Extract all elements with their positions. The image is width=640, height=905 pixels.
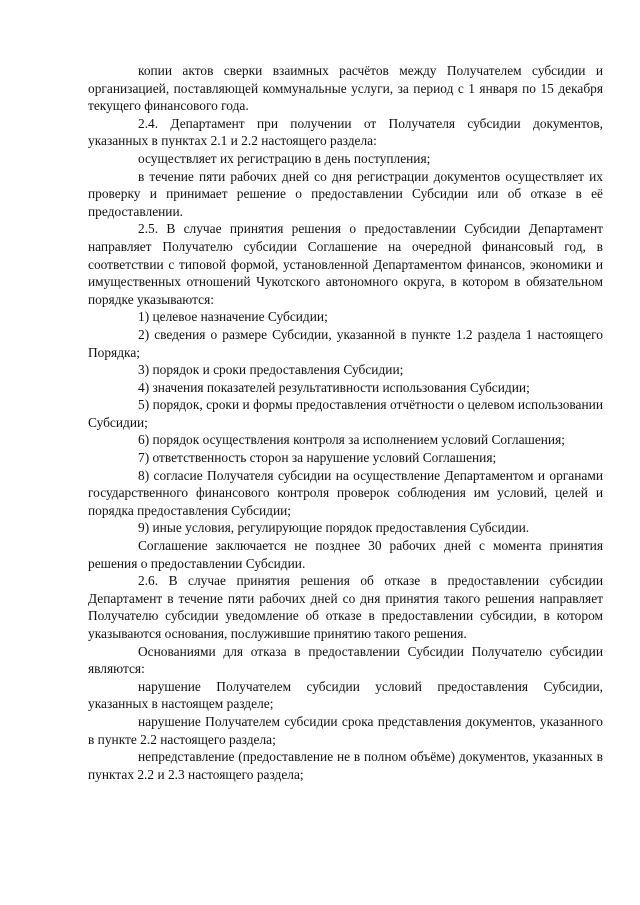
list-item-6: 6) порядок осуществления контроля за исполнением условий Соглашения; <box>138 432 565 448</box>
refusal-ground-documents: непредставление (предоставление не в полном объёме) документов, указанных в пунктах 2.2 и 2.3 настоящего раздела; <box>88 749 603 782</box>
list-item-5: 5) порядок, сроки и формы предоставления отчётности о целевом использовании Субсидии; <box>88 397 603 430</box>
paragraph-reconciliation-acts: копии актов сверки взаимных расчётов между Получателем субсидии и организацией, поставляющей коммунальные услуги, за период с 1 января по 15 декабря текущего финансового года. <box>88 63 603 114</box>
refusal-ground-conditions: нарушение Получателем субсидии условий предоставления Субсидии, указанных в настоящем разделе; <box>88 678 603 712</box>
document-page <box>88 62 603 783</box>
list-item-9: 9) иные условия, регулирующие порядок предоставления Субсидии. <box>138 520 530 536</box>
refusal-ground-deadline: нарушение Получателем субсидии срока представления документов, указанного в пункте 2.2 настоящего раздела; <box>88 713 603 747</box>
list-item-2: 2) сведения о размере Субсидии, указанной в пункте 1.2 раздела 1 настоящего Порядка; <box>88 326 603 360</box>
list-item-8: 8) согласие Получателя субсидии на осуществление Департаментом и органами государственного финансового контроля проверок соблюдения им условий, целей и порядка предоставления Субсидии; <box>88 467 603 518</box>
paragraph-2-4: 2.4. Департамент при получении от Получателя субсидии документов, указанных в пунктах 2.1 и 2.2 настоящего раздела: <box>88 115 603 149</box>
paragraph-registration: осуществляет их регистрацию в день поступления; <box>138 150 431 166</box>
list-item-4: 4) значения показателей результативности использования Субсидии; <box>138 379 530 395</box>
list-item-3: 3) порядок и сроки предоставления Субсидии; <box>138 362 404 378</box>
paragraph-refusal-grounds: Основаниями для отказа в предоставлении Субсидии Получателю субсидии являются: <box>88 643 603 677</box>
paragraph-review: в течение пяти рабочих дней со дня регистрации документов осуществляет их проверку и принимает решение о предоставлении Субсидии или об отказе в её предоставлении. <box>88 168 603 219</box>
list-item-1: 1) целевое назначение Субсидии; <box>138 309 328 325</box>
paragraph-agreement-deadline: Соглашение заключается не позднее 30 рабочих дней с момента принятия решения о предоставлении Субсидии. <box>88 538 603 571</box>
paragraph-2-5: 2.5. В случае принятия решения о предоставлении Субсидии Департамент направляет Получателю субсидии Соглашение на очередной финансовый год, в соответствии с типовой формой, установленной Департаментом финансов, экономики и имущественных отношений Чукотского автономного округа, в котором в обязательном порядке указываются: <box>88 221 603 307</box>
list-item-7: 7) ответственность сторон за нарушение условий Соглашения; <box>138 450 497 466</box>
paragraph-2-6: 2.6. В случае принятия решения об отказе в предоставлении субсидии Департамент в течение пяти рабочих дней со дня принятия такого решения направляет Получателю субсидии уведомление об отказе в предоставлении субсидии, в котором указываются основания, послужившие принятию такого решения. <box>88 573 603 641</box>
